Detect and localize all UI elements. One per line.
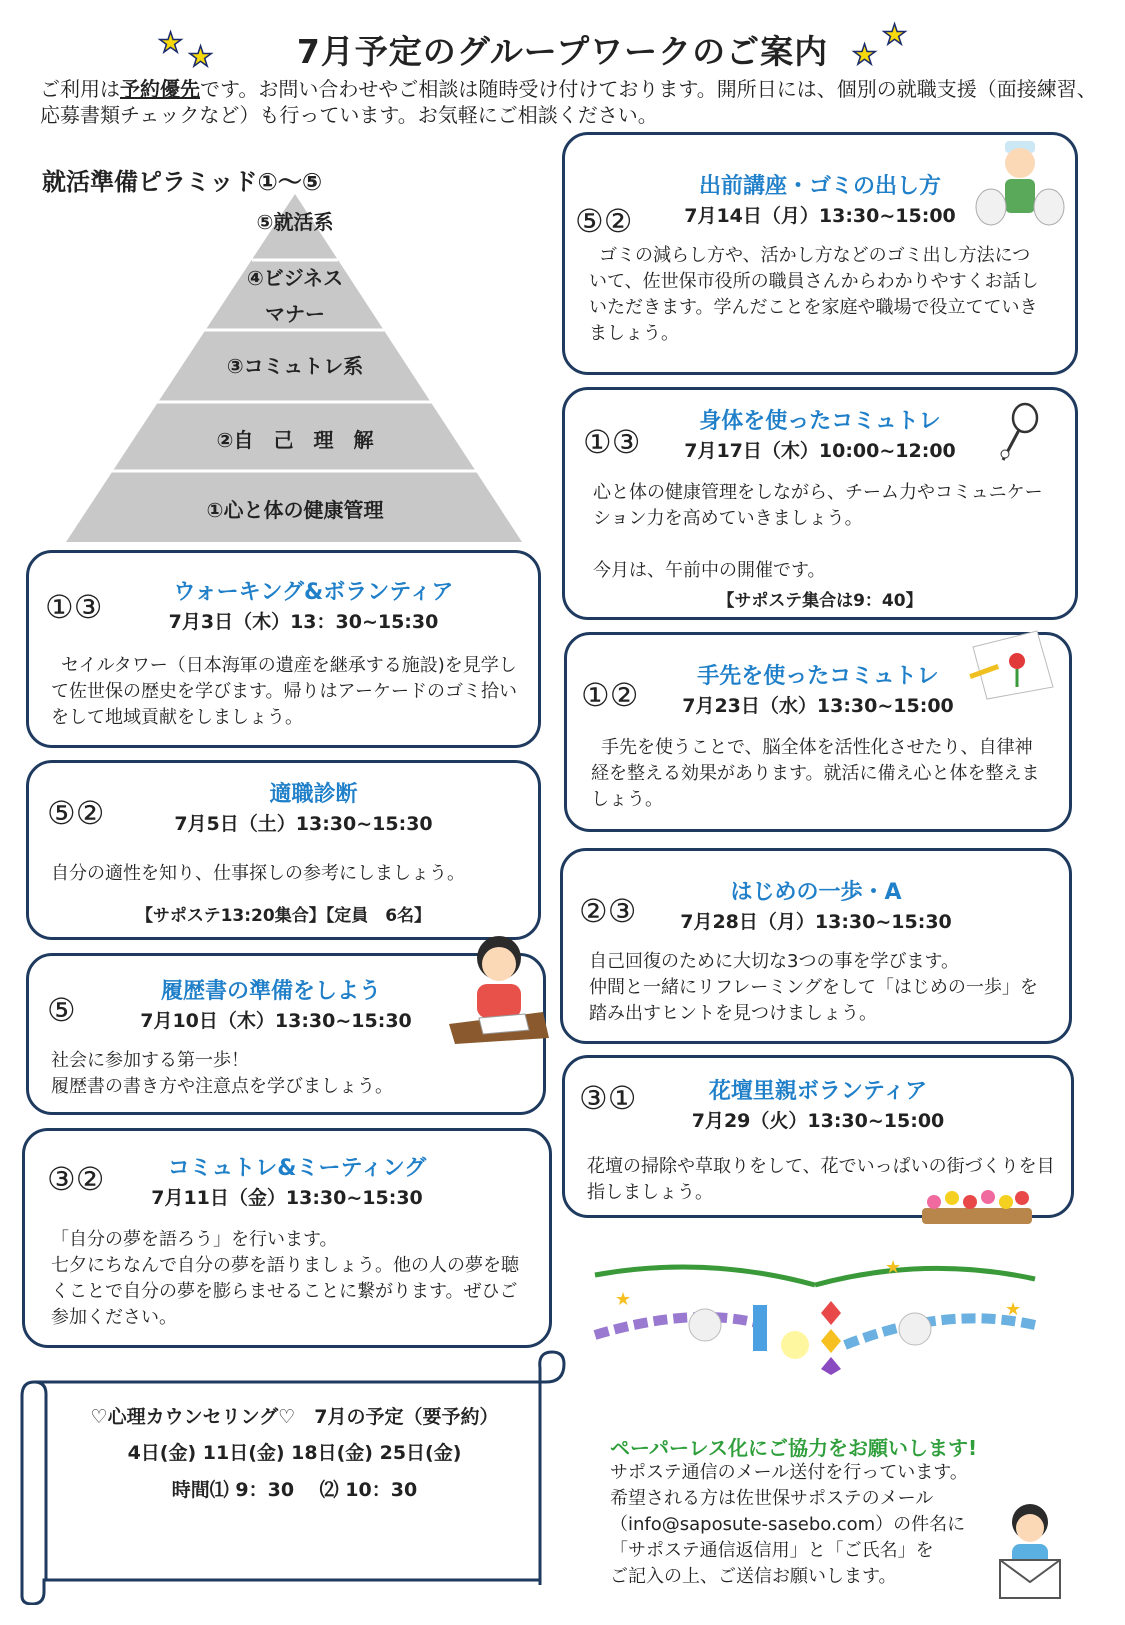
pyramid-level-1: ①心と体の健康管理 [206,498,384,522]
writing-girl-illustration [439,926,551,1046]
pyramid-levels: ⑤ [47,991,76,1029]
event-date: 7月28日（月）13:30~15:30 [680,911,952,933]
paperless-heading: ペーパーレス化にご協力をお願いします! [610,1436,978,1460]
event-body: 花壇の掃除や草取りをして、花でいっぱいの街づくりを目指しましょう。 [587,1156,1055,1203]
event-date: 7月23日（水）13:30~15:00 [682,695,954,717]
event-title: 適職診断 [269,782,358,807]
star-icon: ★ [158,26,184,59]
event-body: 心と体の健康管理をしながら、チーム力やコミュニケーション力を高めていきましょう。 今月は、午前中の開催です。 [593,482,1043,581]
event-date: 7月29（火）13:30~15:00 [691,1110,945,1132]
pyramid-levels: ③① [579,1079,637,1117]
event-title: 手先を使ったコミュトレ [697,664,939,689]
pyramid-levels: ③② [47,1160,105,1198]
event-card-walking [26,550,541,748]
event-card-body-comm [562,387,1078,620]
pyramid-levels: ②③ [579,892,637,930]
event-date: 7月5日（土）13:30~15:30 [174,813,433,835]
event-date: 7月14日（月）13:30~15:00 [684,205,956,227]
svg-text:★: ★ [615,1289,632,1310]
event-body: 自分の適性を知り、仕事探しの参考にしましょう。 [51,863,465,884]
event-title: 花壇里親ボランティア [708,1079,928,1104]
event-date: 7月17日（木）10:00~12:00 [684,440,956,462]
pyramid-level-5: ⑤就活系 [256,210,334,234]
pyramid-level-2: ②自 己 理 解 [216,428,374,452]
event-body: 自己回復のために大切な3つの事を学びます。 仲間と一緒にリフレーミングをして「はじめの一歩」を踏み出すヒントを見つけましょう。 [589,951,1038,1024]
event-body: ゴミの減らし方や、活かし方などのゴミ出し方法について、佐世保市役所の職員さんからわかりやすくお話しいただきます。学んだことを家庭や職場で役立てていきましょう。 [589,245,1039,344]
event-body: セイルタワー（日本海軍の遺産を継承する施設)を見学して佐世保の歴史を学びます。帰りはアーケードのゴミ拾いをして地域貢献をしましょう。 [51,655,518,728]
pyramid-levels: ①③ [45,588,103,626]
drawing-illustration [967,629,1059,701]
counseling-times: 時間⑴ 9：30 ⑵ 10：30 [171,1479,418,1501]
pyramid-level-4b: マナー [265,302,325,326]
event-card-first-step [560,848,1072,1044]
mail-person-illustration [990,1500,1070,1600]
event-title: はじめの一歩・A [730,880,902,905]
event-date: 7月10日（木）13:30~15:30 [140,1010,412,1032]
event-title: コミュトレ&ミーティング [167,1156,427,1181]
pyramid-heading: 就活準備ピラミッド①〜⑤ [42,168,323,196]
event-card-meeting [22,1128,552,1348]
intro-underline: 予約優先 [120,77,200,101]
pyramid-levels: ⑤② [575,202,633,240]
pyramid-levels: ①② [581,676,639,714]
badminton-racket-icon [995,402,1045,464]
pyramid-level-4: ④ビジネス [246,266,344,290]
intro-text: ご利用は予約優先です。お問い合わせやご相談は随時受け付けております。開所日には、個別の就職支援（面接練習、応募書類チェックなど）も行っています。お気軽にご相談ください。 [40,77,1097,127]
star-icon: ★ [882,18,908,51]
event-card-garbage [562,132,1078,375]
event-date: 7月11日（金）13:30~15:30 [151,1187,423,1209]
paperless-body: サポステ通信のメール送付を行っています。 希望される方は佐世保サポステのメール （info@saposute-sasebo.com）の件名に 「サポステ通信返信用」と「ご氏名」を ご記入の上、ご送信お願いします。 [610,1462,968,1587]
svg-text:★: ★ [885,1257,902,1278]
pyramid-levels: ⑤② [47,794,105,832]
star-icon: ★ [188,40,214,73]
garbage-staff-illustration [975,137,1065,229]
event-card-aptitude [26,760,541,940]
event-card-hand-comm [564,632,1072,832]
event-note: 【サポステ13:20集合】【定員 6名】 [135,906,432,926]
pyramid-levels: ①③ [583,423,641,461]
pyramid-level-3: ③コミュトレ系 [226,354,364,378]
flowerbed-illustration [918,1184,1036,1226]
counseling-panel [22,1375,567,1600]
event-title: 履歴書の準備をしよう [160,979,381,1004]
event-date: 7月3日（木）13：30~15:30 [168,611,439,633]
counseling-dates: 4日(金) 11日(金) 18日(金) 25日(金) [127,1442,462,1464]
event-body: 社会に参加する第一歩！ 履歴書の書き方や注意点を学びましょう。 [51,1050,393,1097]
tanabata-decoration [585,1245,1045,1375]
event-title: 身体を使ったコミュトレ [699,409,941,434]
page-title: 7月予定のグループワークのご案内 [296,32,829,71]
counseling-title: ♡心理カウンセリング♡ 7月の予定（要予約） [90,1406,499,1428]
star-icon: ★ [852,38,878,71]
event-body: 手先を使うことで、脳全体を活性化させたり、自律神経を整える効果があります。就活に備え心と体を整えましょう。 [591,737,1040,810]
event-title: 出前講座・ゴミの出し方 [698,174,941,199]
event-note: 【サポステ集合は9：40】 [717,591,923,611]
svg-text:★: ★ [1005,1299,1022,1320]
event-card-resume [26,953,546,1115]
event-title: ウォーキング&ボランティア [173,580,454,605]
event-body: 「自分の夢を語ろう」を行います。 七夕にちなんで自分の夢を語りましょう。他の人の夢を聴くことで自分の夢を膨らませることに繋がります。ぜひご参加ください。 [51,1229,519,1328]
